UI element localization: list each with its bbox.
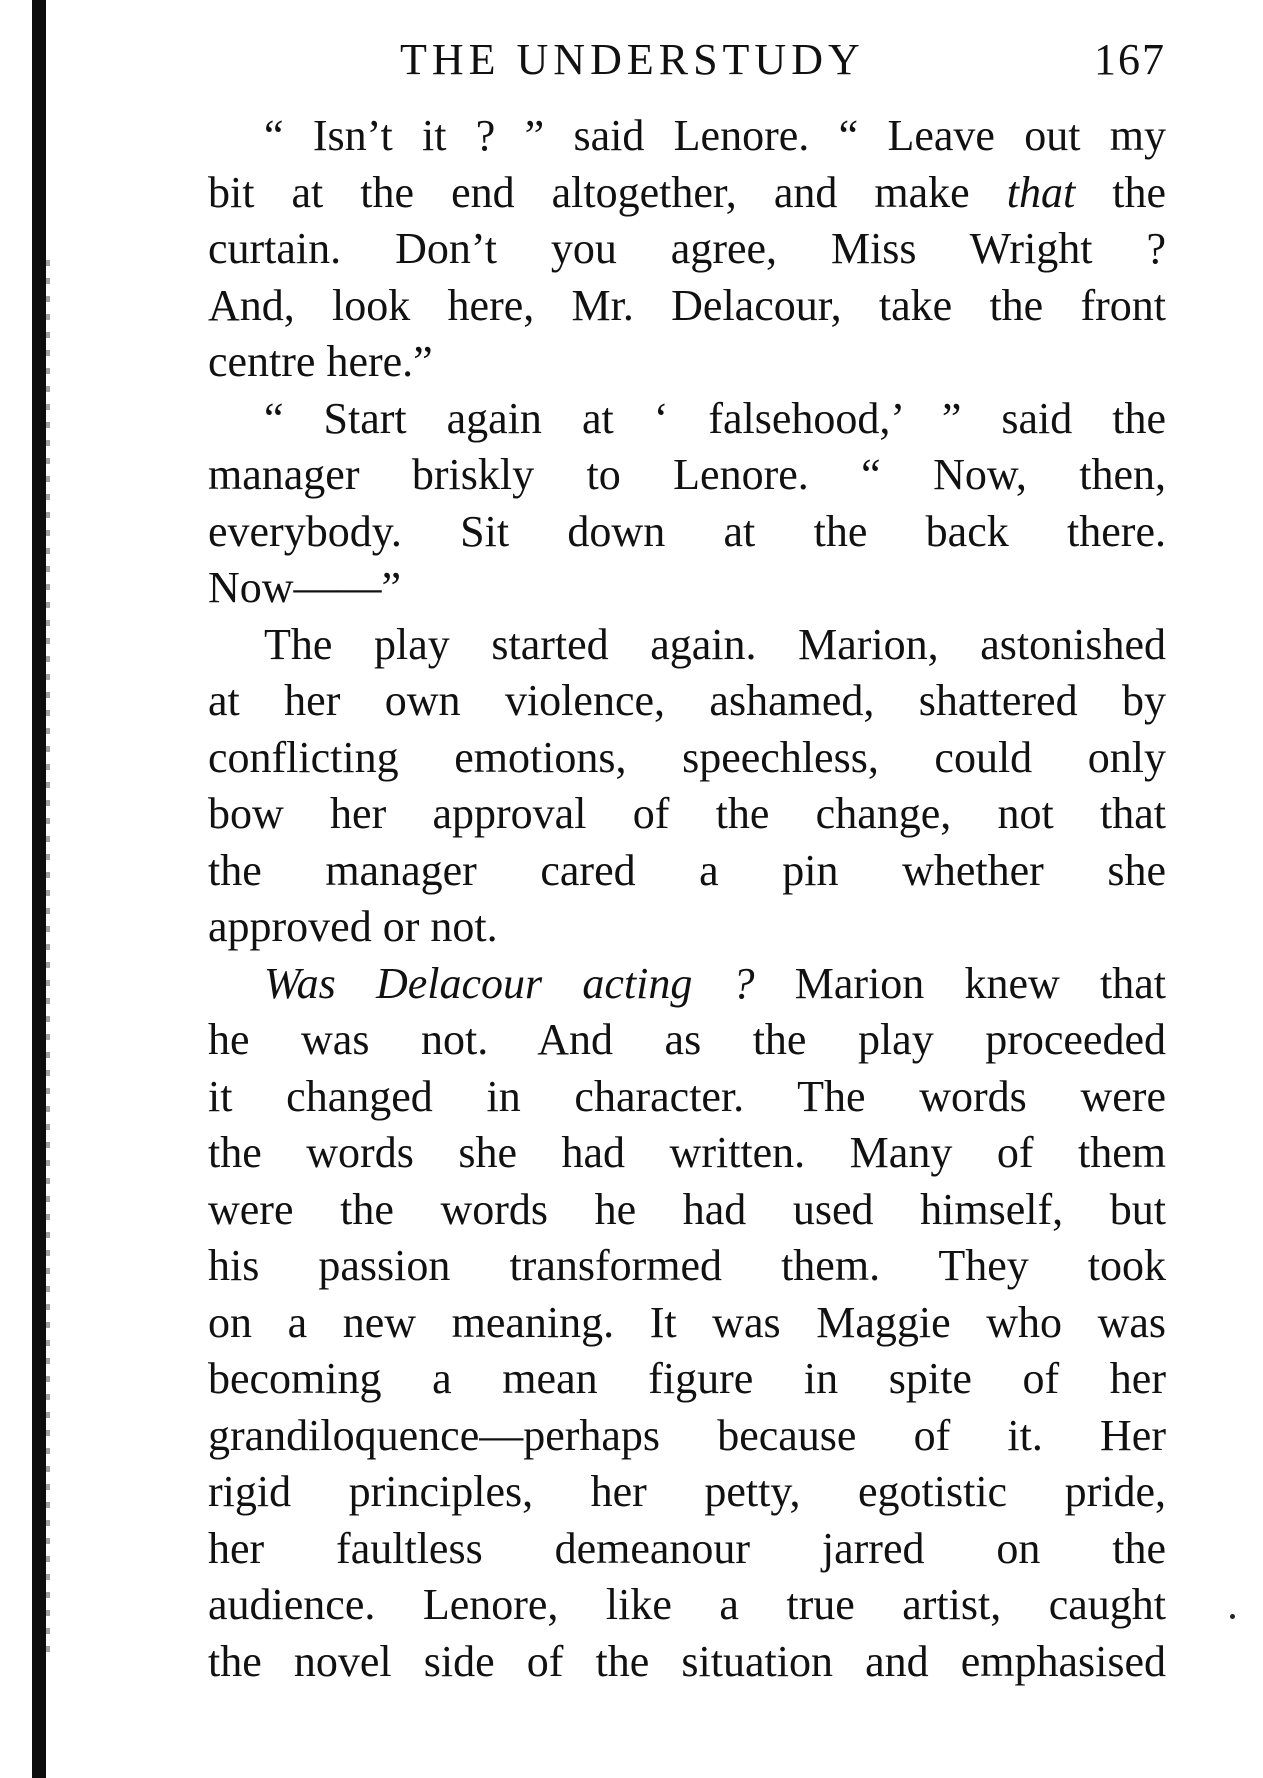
text-line: at her own violence, ashamed, shattered by [208, 676, 1166, 725]
stray-ink-mark [1230, 1614, 1235, 1619]
text-line: approved or not. [208, 902, 498, 951]
text-line: the novel side of the situation and emphasised [208, 1636, 1166, 1686]
book-spine-shadow [32, 0, 46, 1778]
text-line: audience. Lenore, like a true artist, caught [208, 1580, 1166, 1629]
body-text [208, 108, 1166, 1690]
text-line: “ Isn’t it ? ” said Lenore. “ Leave out my [264, 111, 1166, 160]
text-line: curtain. Don’t you agree, Miss Wright ? [208, 224, 1166, 273]
running-head [208, 28, 1166, 92]
text-line: “ Start again at ‘ falsehood,’ ” said the [264, 393, 1166, 443]
text-line: were the words he had used himself, but [208, 1184, 1166, 1234]
text-line: grandiloquence—perhaps because of it. Her [208, 1410, 1166, 1460]
running-head-title: THE UNDERSTUDY [400, 35, 865, 84]
page-edge-texture [46, 260, 50, 1660]
text-line: her faultless demeanour jarred on the [208, 1523, 1166, 1573]
text-line: And, look here, Mr. Delacour, take the front [208, 280, 1166, 330]
text-line: bow her approval of the change, not that [208, 789, 1166, 838]
text-line: becoming a mean figure in spite of her [208, 1354, 1166, 1403]
text-line: rigid principles, her petty, egotistic pride, [208, 1467, 1166, 1516]
text-line: conflicting emotions, speechless, could only [208, 732, 1166, 782]
emphasis: that [1006, 167, 1076, 217]
text-line: the manager cared a pin whether she [208, 845, 1166, 895]
text-line: he was not. And as the play proceeded [208, 1015, 1166, 1064]
text-line: centre here.” [208, 337, 433, 386]
text-line: his passion transformed them. They took [208, 1241, 1166, 1290]
text-line: everybody. Sit down at the back there. [208, 506, 1166, 556]
text-line: The play started again. Marion, astonished [264, 619, 1166, 669]
text-line: Was Delacour acting ? Marion knew that [264, 958, 1166, 1008]
text-line: Now——” [208, 563, 402, 612]
page-number: 167 [1094, 35, 1166, 84]
text-line: manager briskly to Lenore. “ Now, then, [208, 450, 1166, 499]
text-line: on a new meaning. It was Maggie who was [208, 1297, 1166, 1347]
emphasis: Was Delacour acting ? [264, 958, 755, 1008]
text-line: it changed in character. The words were [208, 1071, 1166, 1121]
text-line: the words she had written. Many of them [208, 1128, 1166, 1177]
text-line: bit at the end altogether, and make that the [208, 167, 1166, 217]
